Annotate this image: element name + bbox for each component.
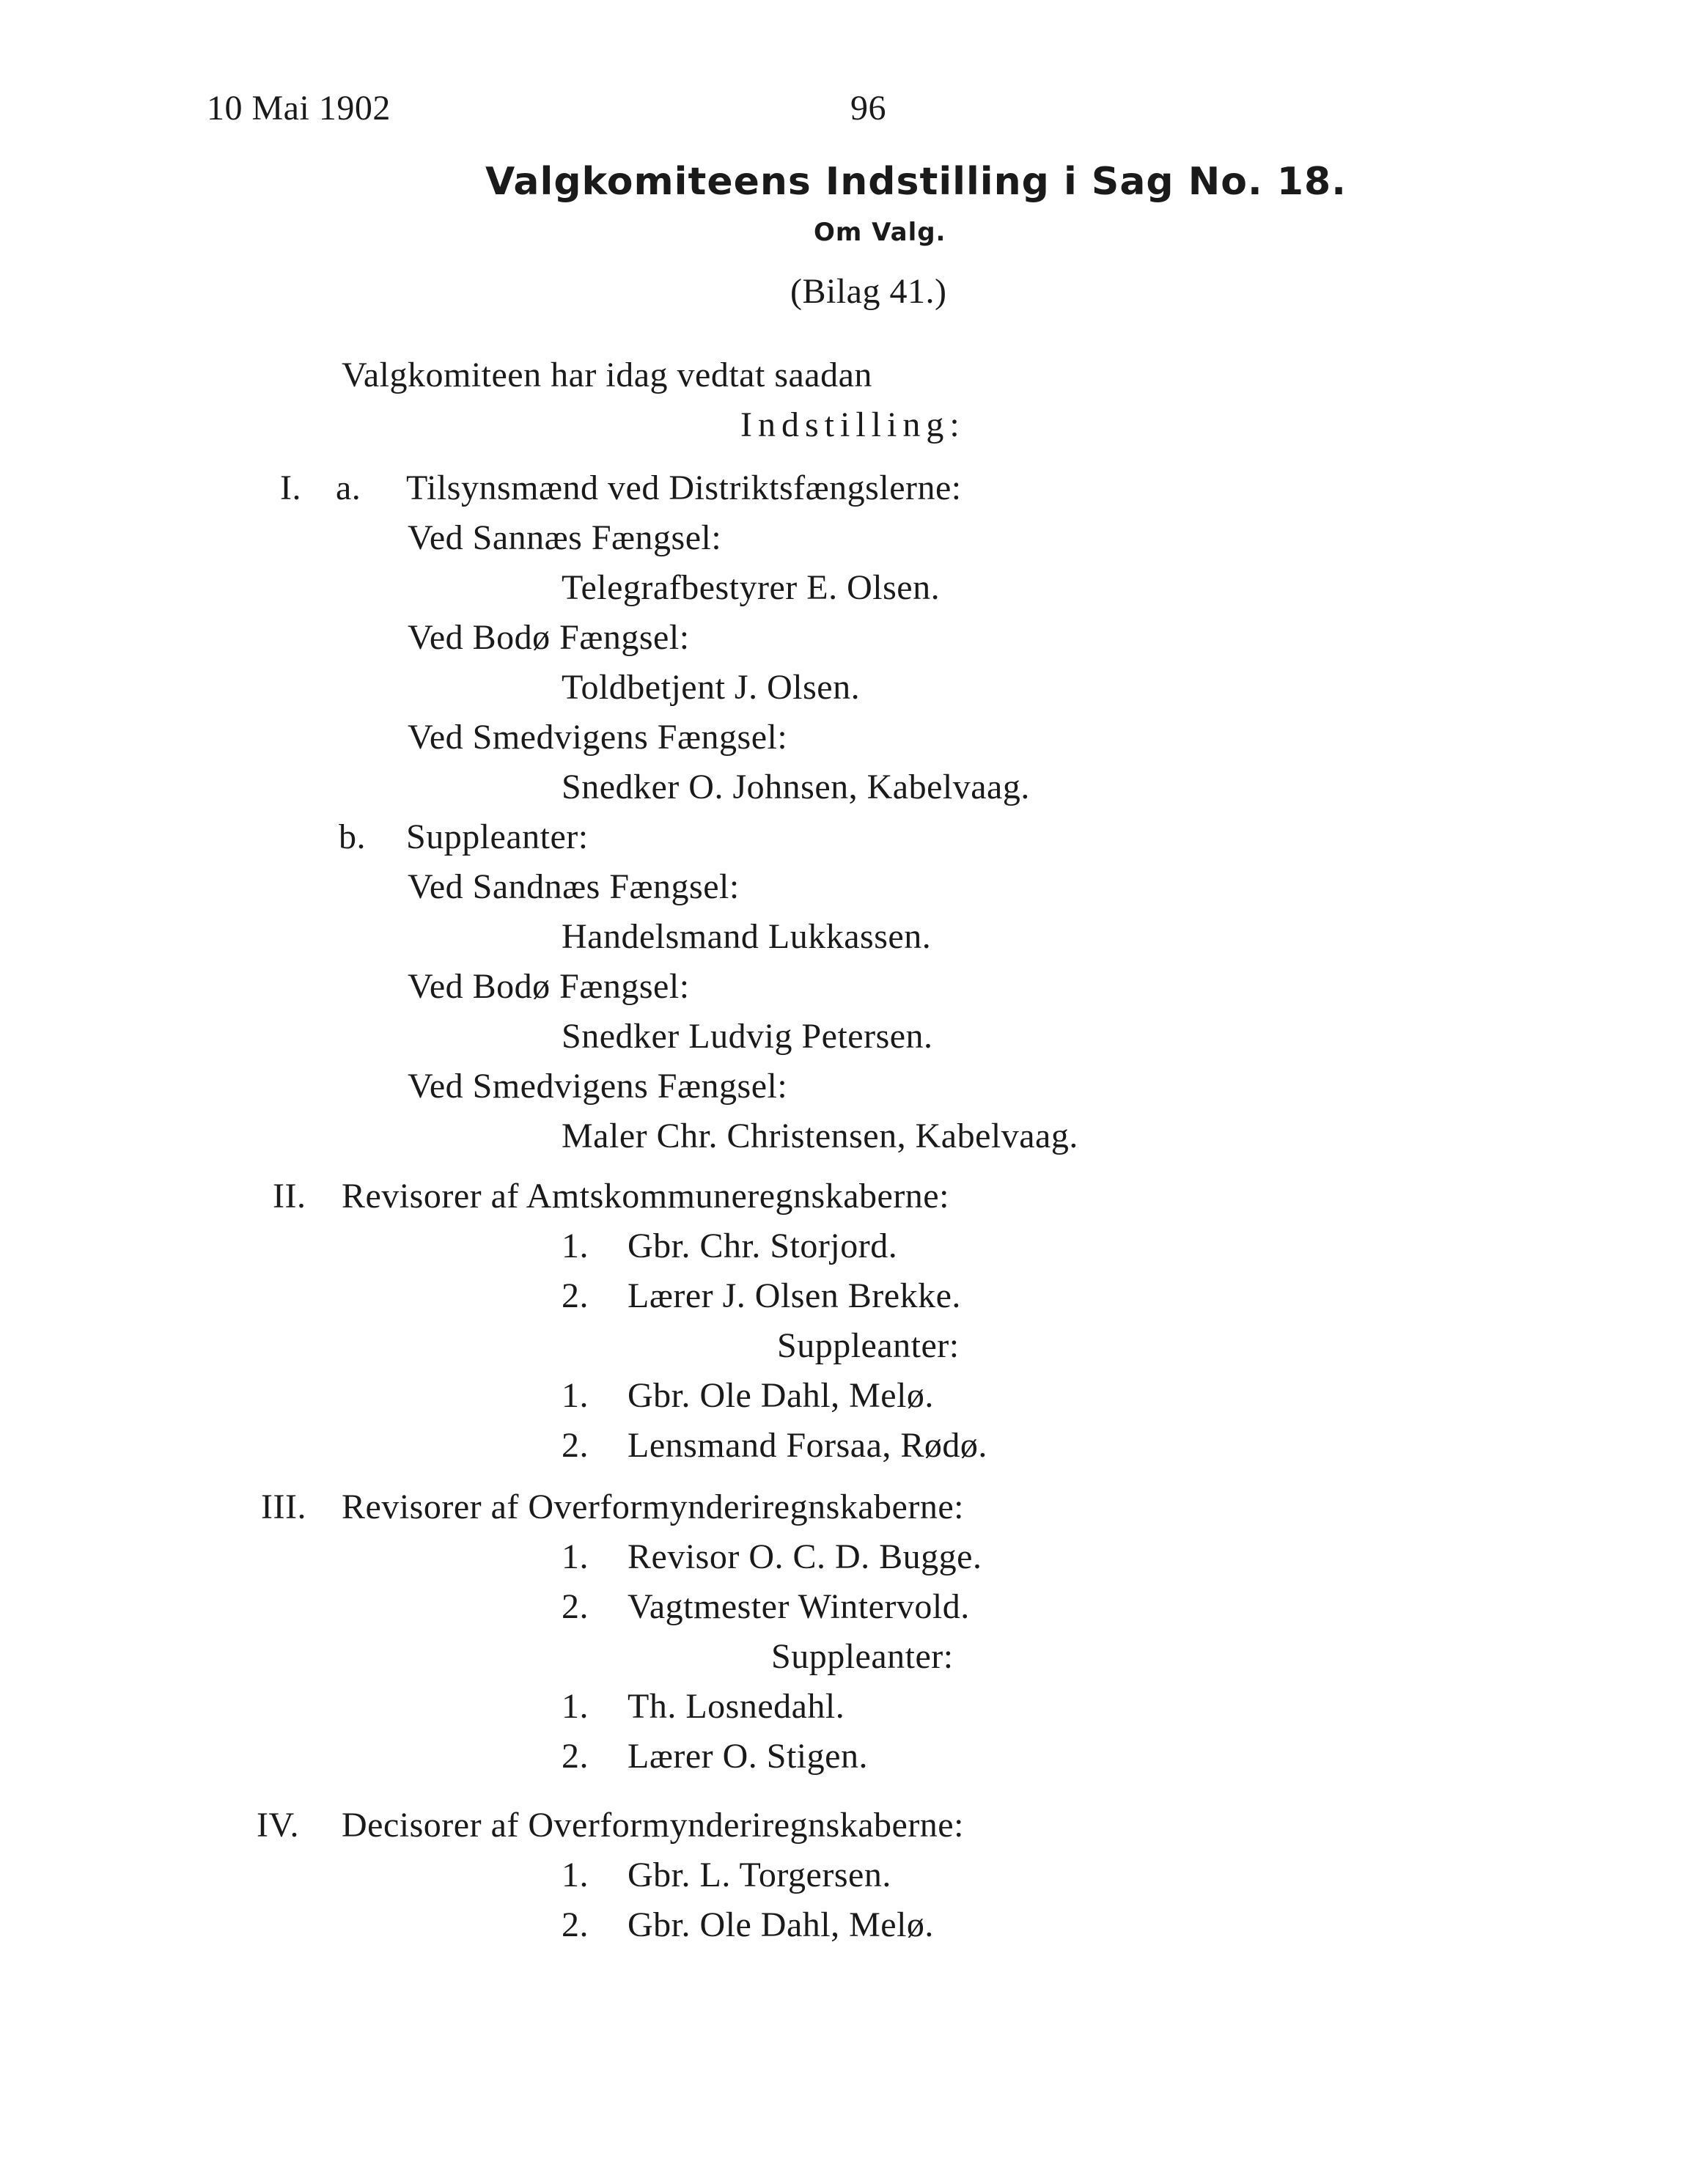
- list-number: 1.: [562, 1856, 589, 1894]
- page-number: 96: [850, 89, 886, 128]
- section-1b-place: Ved Smedvigens Fængsel:: [408, 1067, 788, 1106]
- section-1b-letter: b.: [339, 817, 366, 856]
- section-1a-person: Telegrafbestyrer E. Olsen.: [562, 568, 941, 607]
- section-1a-letter: a.: [336, 468, 361, 507]
- section-1b-heading: Suppleanter:: [406, 817, 589, 856]
- section-1a-person: Snedker O. Johnsen, Kabelvaag.: [562, 768, 1030, 806]
- section-1b-place: Ved Sandnæs Fængsel:: [408, 867, 740, 906]
- section-3-heading: Revisorer af Overformynderiregnskaberne:: [342, 1488, 964, 1526]
- suppleanter-label: Suppleanter:: [771, 1637, 954, 1676]
- member-name: Lensmand Forsaa, Rødø.: [628, 1426, 987, 1465]
- section-3-numeral: III.: [261, 1488, 306, 1526]
- section-1a-place: Ved Sannæs Fængsel:: [408, 518, 722, 557]
- list-number: 1.: [562, 1537, 589, 1576]
- document-subtitle: Om Valg.: [814, 218, 946, 247]
- member-name: Gbr. Ole Dahl, Melø.: [628, 1376, 934, 1415]
- section-1a-person: Toldbetjent J. Olsen.: [562, 668, 861, 707]
- section-1b-person: Handelsmand Lukkassen.: [562, 917, 932, 956]
- proposal-heading: Indstilling:: [740, 405, 965, 444]
- member-name: Vagtmester Wintervold.: [628, 1587, 970, 1626]
- member-name: Revisor O. C. D. Bugge.: [628, 1537, 982, 1576]
- section-4-heading: Decisorer af Overformynderiregnskaberne:: [342, 1806, 964, 1845]
- intro-text: Valgkomiteen har idag vedtat saadan: [342, 356, 872, 394]
- section-1-numeral: I.: [280, 468, 301, 507]
- attachment-reference: (Bilag 41.): [790, 272, 947, 311]
- section-1a-place: Ved Smedvigens Fængsel:: [408, 718, 788, 757]
- list-number: 2.: [562, 1905, 589, 1944]
- suppleanter-label: Suppleanter:: [777, 1326, 960, 1365]
- section-1a-heading: Tilsynsmænd ved Distriktsfængslerne:: [406, 468, 962, 507]
- list-number: 2.: [562, 1276, 589, 1315]
- section-2-heading: Revisorer af Amtskommuneregnskaberne:: [342, 1177, 949, 1216]
- list-number: 1.: [562, 1687, 589, 1726]
- member-name: Gbr. Chr. Storjord.: [628, 1227, 898, 1265]
- list-number: 2.: [562, 1587, 589, 1626]
- page-date: 10 Mai 1902: [207, 89, 391, 128]
- member-name: Gbr. Ole Dahl, Melø.: [628, 1905, 934, 1944]
- list-number: 1.: [562, 1227, 589, 1265]
- member-name: Th. Losnedahl.: [628, 1687, 845, 1726]
- section-2-numeral: II.: [273, 1177, 306, 1216]
- list-number: 1.: [562, 1376, 589, 1415]
- member-name: Lærer J. Olsen Brekke.: [628, 1276, 961, 1315]
- section-1b-person: Maler Chr. Christensen, Kabelvaag.: [562, 1117, 1078, 1155]
- list-number: 2.: [562, 1426, 589, 1465]
- member-name: Gbr. L. Torgersen.: [628, 1856, 891, 1894]
- member-name: Lærer O. Stigen.: [628, 1737, 868, 1776]
- section-1a-place: Ved Bodø Fængsel:: [408, 618, 690, 657]
- section-4-numeral: IV.: [257, 1806, 299, 1845]
- document-title: Valgkomiteens Indstilling i Sag No. 18.: [485, 160, 1347, 204]
- section-1b-person: Snedker Ludvig Petersen.: [562, 1017, 933, 1056]
- section-1b-place: Ved Bodø Fængsel:: [408, 967, 690, 1006]
- list-number: 2.: [562, 1737, 589, 1776]
